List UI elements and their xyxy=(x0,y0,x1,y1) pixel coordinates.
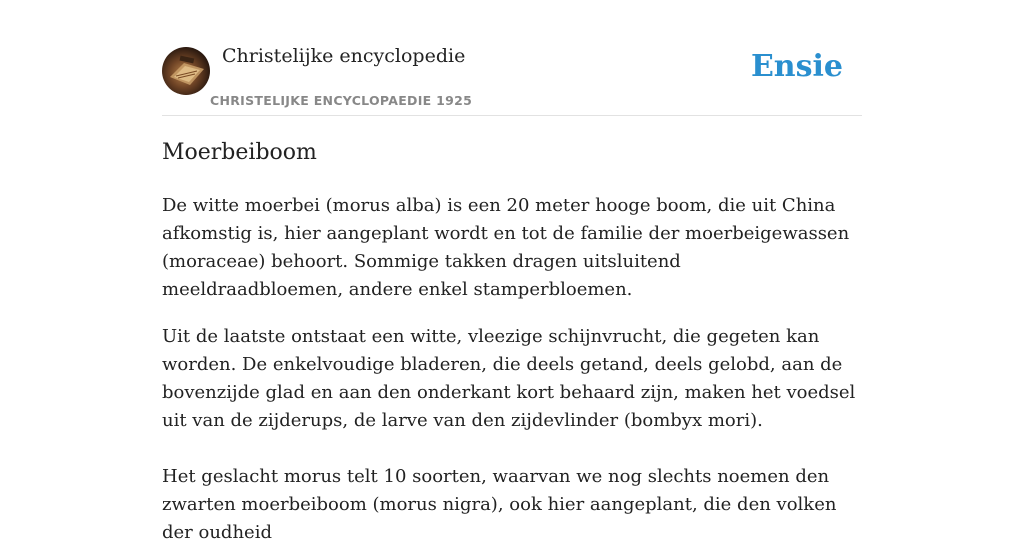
source-avatar[interactable] xyxy=(162,47,210,95)
paragraph-1: De witte moerbei (morus alba) is een 20 meter hooge boom, die uit China afkomstig is, hier aangeplant wordt en tot de familie der moerbeigewassen (moraceae) behoort. Sommige takken dragen uitsluitend meeldraadbloemen, andere enkel stamperbloemen. xyxy=(162,195,850,300)
header xyxy=(162,0,862,116)
site-name[interactable]: Christelijke encyclopedie xyxy=(222,45,466,67)
source-name[interactable]: CHRISTELIJKE ENCYCLOPAEDIE 1925 xyxy=(210,93,473,108)
article-page xyxy=(162,0,862,543)
paragraph-3: Het geslacht morus telt 10 soorten, waarvan we nog slechts noemen den zwarten moerbeiboom (morus nigra), ook hier aangeplant, die den volken der oudheid xyxy=(162,466,837,543)
ensie-logo[interactable]: Ensie xyxy=(750,49,843,84)
paragraph-2: Uit de laatste ontstaat een witte, vleezige schijnvrucht, die gegeten kan worden. De enkelvoudige bladeren, die deels getand, deels gelobd, aan de bovenzijde glad en aan den onderkant kort behaard zijn, maken het voedsel uit van de zijderups, de larve van den zijdevlinder (bombyx mori). xyxy=(162,326,856,431)
book-image-icon xyxy=(162,47,210,95)
article-title: Moerbeiboom xyxy=(162,140,317,165)
